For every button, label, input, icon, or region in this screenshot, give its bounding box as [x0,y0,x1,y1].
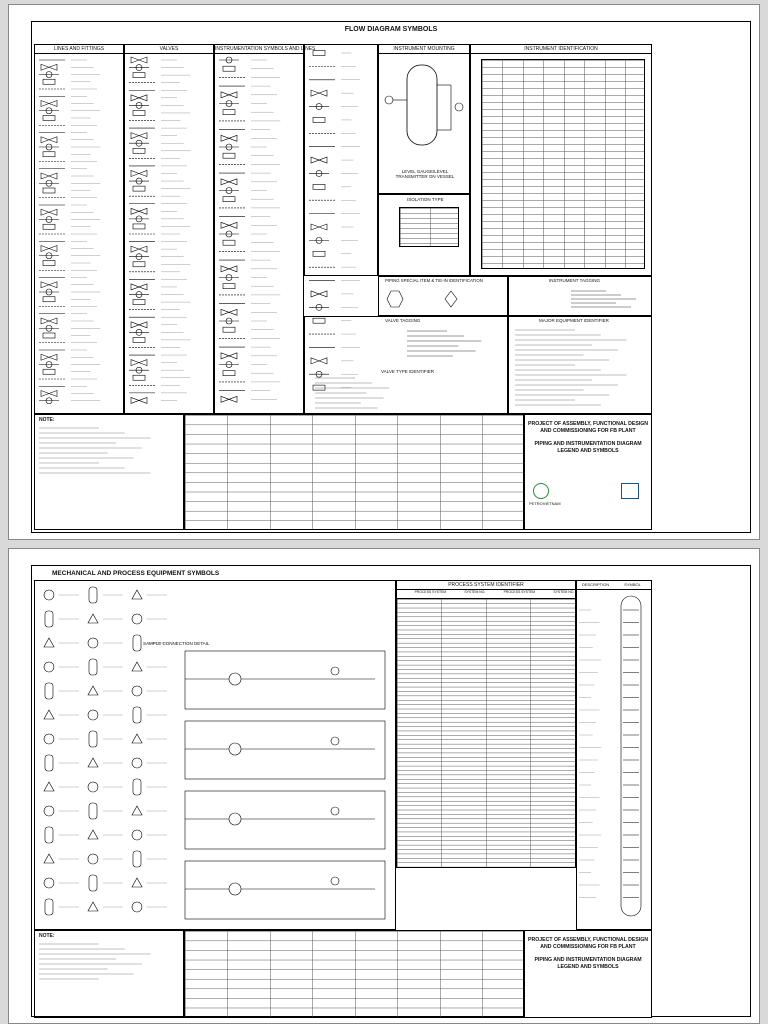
valve-type-list [307,375,507,413]
drawing-sheet-2 [8,548,760,1024]
section-valves-title: VALVES [125,45,213,54]
symbol-col: SYMBOL [624,582,641,587]
sheet2-title: MECHANICAL AND PROCESS EQUIPMENT SYMBOLS [52,570,220,577]
sheet1-title: FLOW DIAGRAM SYMBOLS [344,26,438,33]
sheet2-notes [34,930,184,1018]
sheet2-notes-lines [37,941,183,1017]
equipment-identifier-title: MAJOR EQUIPMENT IDENTIFIER [539,318,609,323]
section-lines-fittings-title: LINES AND FITTINGS [35,45,123,54]
tb2-line4: LEGEND AND SYMBOLS [557,964,619,970]
contractor-logo-icon [621,483,639,499]
instrument-symbols [215,54,303,414]
valve-symbols [125,54,213,414]
sheet1-revision-table [184,414,524,530]
section-valves [124,44,214,414]
section-isolation-type [378,194,470,276]
sheet2-revision-table [184,930,524,1018]
section-column-internals [576,580,652,930]
company-logo-icon [533,483,549,499]
internals-header [577,581,651,590]
sheet2-notes-label: NOTE: [39,933,55,939]
instrument-tagging-title: INSTRUMENT TAGGING [549,278,601,283]
isolation-table [399,207,459,247]
section-mounting-title: INSTRUMENT MOUNTING [379,45,469,54]
tb2-line1: PROJECT OF ASSEMBLY, FUNCTIONAL DESIGN [528,937,648,943]
section-valve-tagging [304,316,508,414]
tb2-line2: AND COMMISSIONING FOR FB PLANT [540,944,636,950]
mounting-caption: LEVEL GAUGE/LEVEL TRANSMITTER ON VESSEL [395,169,455,179]
section-process-system-identifier [396,580,576,868]
instrument-tag-lines [511,287,651,315]
section-instrument-tagging [508,276,652,316]
process-system-table [397,599,575,867]
equipment-identifier-list [511,327,651,411]
sheet1-notes [34,414,184,530]
sheet1-notes-label: NOTE: [39,417,55,423]
section-instrument-mounting [378,44,470,194]
isolation-title: ISOLATION TYPE [407,197,444,202]
section-instrumentation [214,44,316,414]
section-mechanical-equipment [34,580,396,930]
sheet1-frame [31,21,751,533]
valve-type-title: VALVE TYPE IDENTIFIER [381,369,435,374]
section-major-equipment-identifier [508,316,652,414]
vessel-level-diagram [379,55,469,185]
process-col-no-b: SYSTEM NO. [553,590,575,594]
mechanical-equipment-symbols [35,581,395,929]
tb2-line3: PIPING AND INSTRUMENTATION DIAGRAM [534,957,642,963]
process-col-name-a: PROCESS SYSTEM [414,590,447,594]
process-col-no-a: SYSTEM NO. [464,590,486,594]
company-name: PETROVIETNAM [529,501,561,506]
sheet2-title-block [524,930,652,1018]
valve-tagging-title: VALVE TAGGING [385,318,421,323]
special-item-title: PIPING SPECIAL ITEM & TIE-IN IDENTIFICATION [385,278,483,283]
description-col: DESCRIPTION [581,582,610,587]
sheet1-notes-lines [37,425,183,525]
process-table-header [397,590,575,599]
instrument-line-symbols [305,47,377,275]
sheet2-frame [31,565,751,1017]
special-item-symbols [381,287,507,315]
sample-connection-title: SAMPLE CONNECTION DETAIL [143,641,210,646]
tb1-line2: AND COMMISSIONING FOR FB PLANT [540,428,636,434]
section-instrumentation-title: INSTRUMENTATION SYMBOLS AND LINES [215,46,316,52]
tb1-line3: PIPING AND INSTRUMENTATION DIAGRAM [534,441,642,447]
tb1-line4: LEGEND AND SYMBOLS [557,448,619,454]
lines-fittings-symbols [35,54,123,414]
instrument-identification-table [481,59,645,269]
section-piping-special-item [378,276,508,316]
drawing-sheet-1 [8,4,760,540]
section-instrument-lines [304,44,378,276]
column-internals-symbols [577,590,651,928]
section-lines-fittings [34,44,124,414]
process-system-title: PROCESS SYSTEM IDENTIFIER [397,581,575,590]
tb1-line1: PROJECT OF ASSEMBLY, FUNCTIONAL DESIGN [528,421,648,427]
instrument-identification-title: INSTRUMENT IDENTIFICATION [471,45,651,54]
valve-tag-diagram [307,327,507,367]
sheet1-title-block [524,414,652,530]
process-col-name-b: PROCESS SYSTEM [503,590,536,594]
section-instrument-identification [470,44,652,276]
